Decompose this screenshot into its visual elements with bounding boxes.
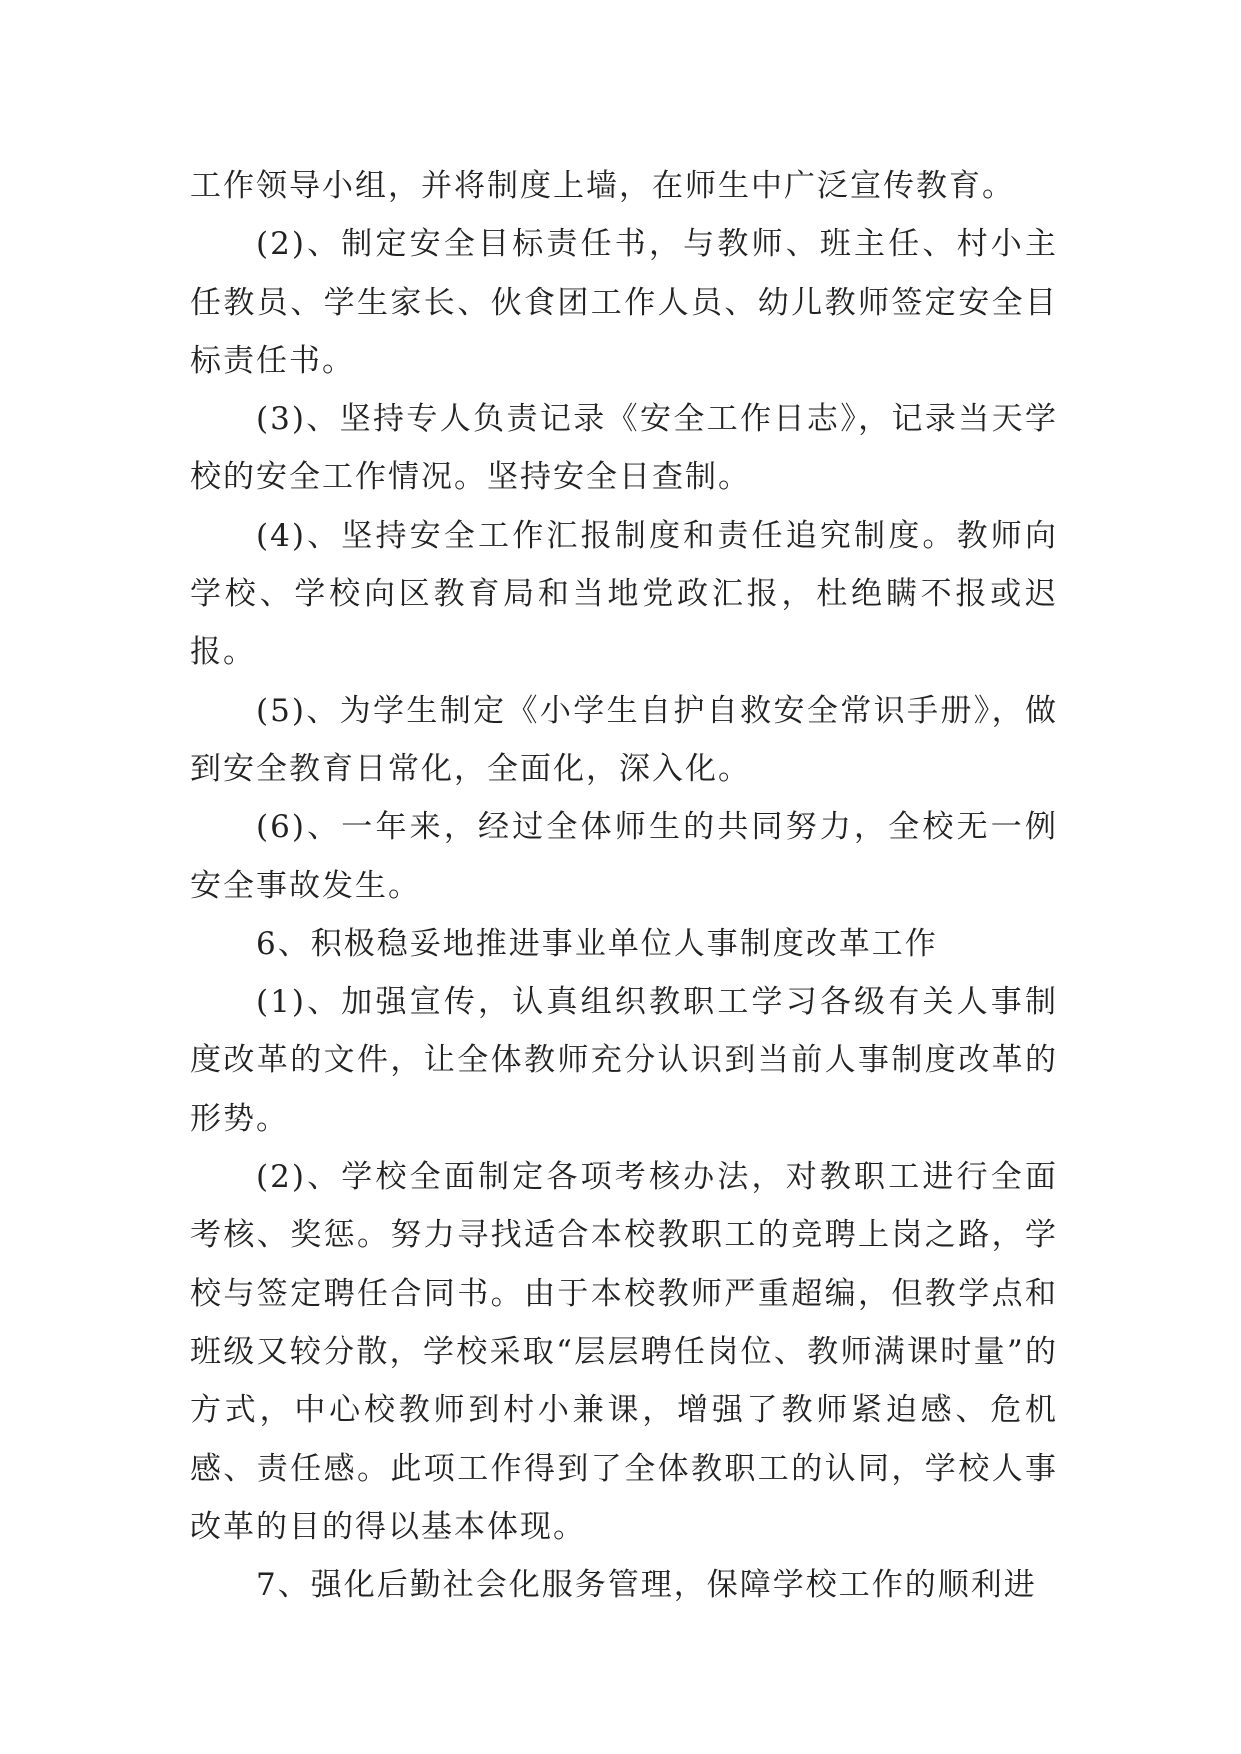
paragraph-2: (2)、制定安全目标责任书，与教师、班主任、村小主任教员、学生家长、伙食团工作人员、幼儿教师签定安全目标责任书。 <box>190 226 1058 379</box>
paragraph-3: (3)、坚持专人负责记录《安全工作日志》，记录当天学校的安全工作情况。坚持安全日查制。 <box>190 401 1058 496</box>
paragraph-4: (4)、坚持安全工作汇报制度和责任追究制度。教师向学校、学校向区教育局和当地党政汇报，杜绝瞒不报或迟报。 <box>190 517 1058 671</box>
section-heading-6: 6、积极稳妥地推进事业单位人事制度改革工作 <box>256 925 938 962</box>
paragraph-1: 工作领导小组，并将制度上墙，在师生中广泛宣传教育。 <box>190 168 1015 204</box>
body-text <box>190 157 1058 1614</box>
paragraph-7: (1)、加强宣传，认真组织教职工学习各级有关人事制度改革的文件，让全体教师充分认识到当前人事制度改革的形势。 <box>190 984 1058 1137</box>
paragraph-8: (2)、学校全面制定各项考核办法，对教职工进行全面考核、奖惩。努力寻找适合本校教职工的竞聘上岗之路，学校与签定聘任合同书。由于本校教师严重超编，但教学点和班级又较分散，学校采取“层层聘任岗位、教师满课时量”的方式，中心校教师到村小兼课，增强了教师紧迫感、危机感、责任感。此项工作得到了全体教职工的认同，学校人事改革的目的得以基本体现。 <box>190 1159 1058 1545</box>
paragraph-6: (6)、一年来，经过全体师生的共同努力，全校无一例安全事故发生。 <box>190 809 1058 904</box>
section-heading-7: 7、强化后勤社会化服务管理，保障学校工作的顺利进 <box>256 1567 1037 1604</box>
paragraph-5: (5)、为学生制定《小学生自护自救安全常识手册》，做到安全教育日常化，全面化，深入化。 <box>190 692 1058 787</box>
